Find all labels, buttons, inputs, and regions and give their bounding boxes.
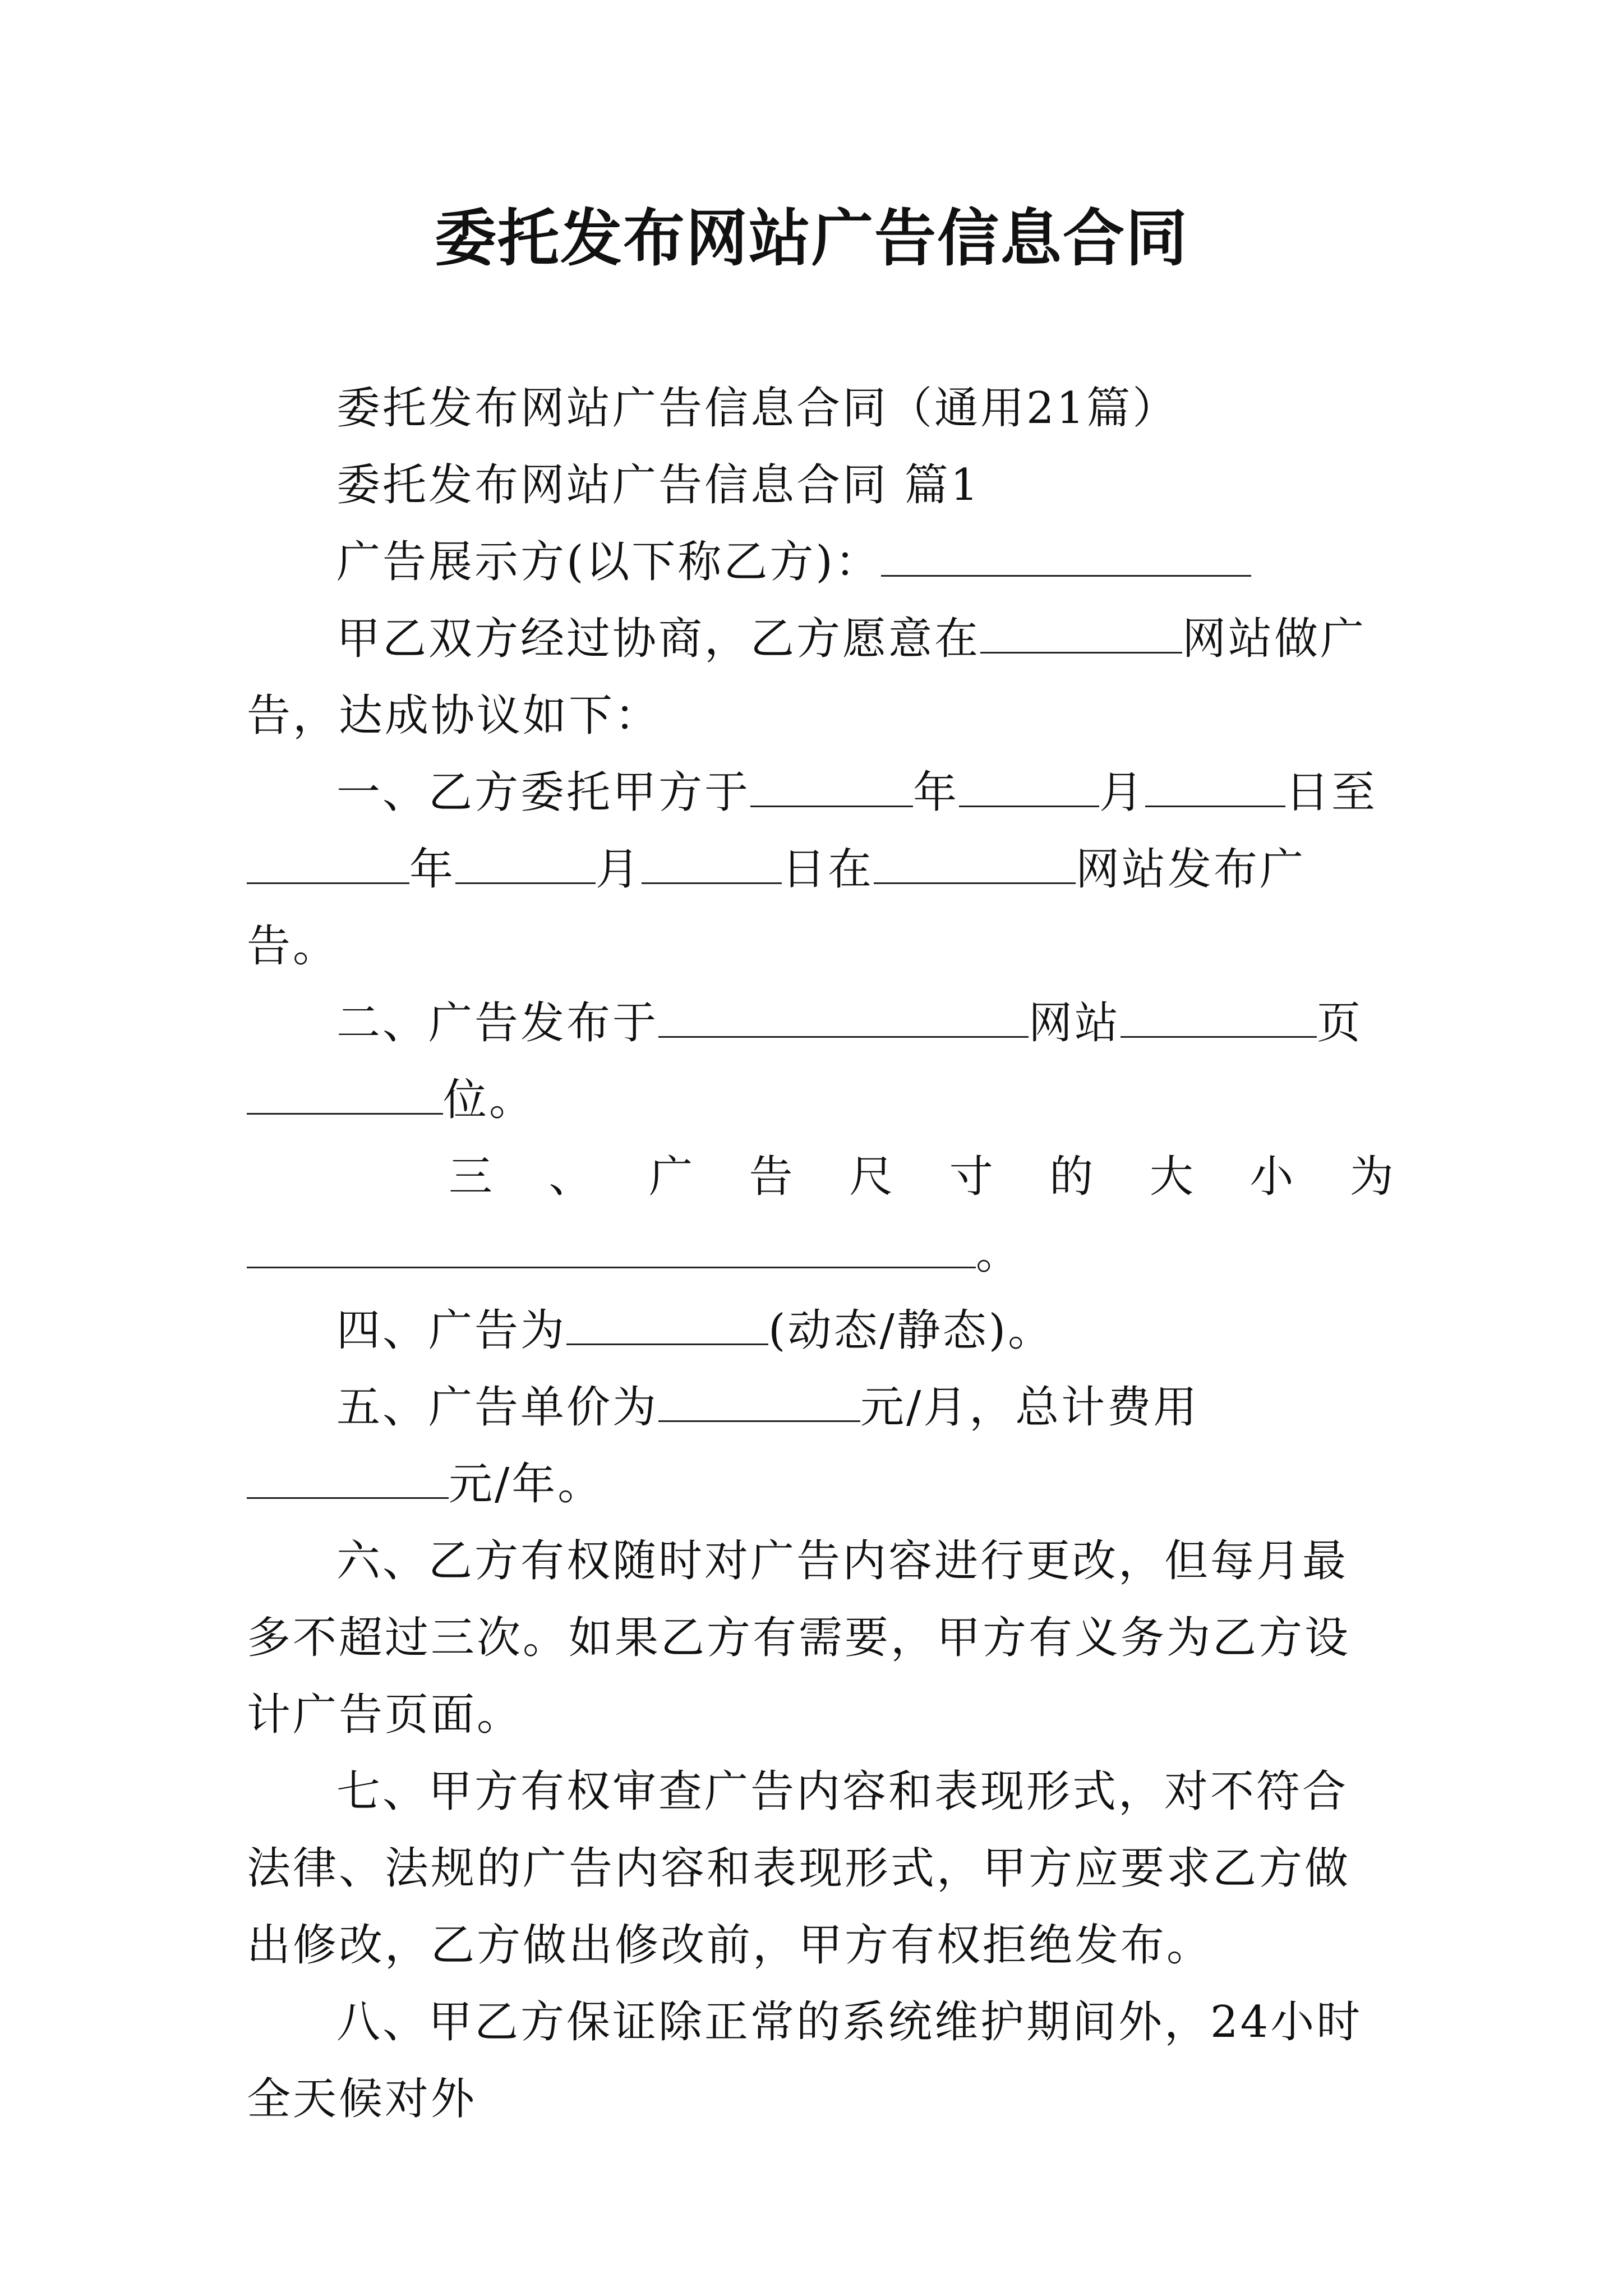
clause-3-char: 的 bbox=[1049, 1152, 1094, 1202]
publish-website-blank[interactable] bbox=[874, 842, 1076, 884]
clause-5-text-c: 元/年。 bbox=[449, 1459, 604, 1510]
clause-1-year-2: 年 bbox=[409, 844, 456, 895]
position-blank[interactable] bbox=[247, 1073, 443, 1115]
clause-1-year: 年 bbox=[913, 767, 960, 818]
website-blank[interactable] bbox=[980, 611, 1182, 654]
clause-1-month-2: 月 bbox=[596, 844, 642, 895]
party-b-blank[interactable] bbox=[881, 535, 1251, 577]
document-title: 委托发布网站广告信息合同 bbox=[435, 203, 1188, 274]
end-month-blank[interactable] bbox=[455, 842, 596, 884]
clause-3-char: 广 bbox=[649, 1152, 693, 1202]
clause-3-blank-line bbox=[247, 1216, 1394, 1292]
clause-4-text-a: 四、广告为 bbox=[336, 1305, 567, 1356]
clause-2-position: 位。 bbox=[443, 1075, 536, 1125]
clause-2 bbox=[247, 985, 1394, 1139]
clause-1-day-at: 日在 bbox=[782, 844, 874, 895]
party-b-label: 广告展示方(以下称乙方)： bbox=[336, 537, 881, 587]
clause-4-text-b: (动态/静态)。 bbox=[768, 1305, 1054, 1356]
section-heading: 委托发布网站广告信息合同 篇1 bbox=[336, 460, 981, 510]
clause-3-char: 为 bbox=[1349, 1152, 1394, 1202]
clause-1-month: 月 bbox=[1099, 767, 1146, 818]
clause-5-text-a: 五、广告单价为 bbox=[336, 1382, 659, 1433]
clause-3-char: 三 bbox=[449, 1152, 493, 1202]
clause-3-char: 寸 bbox=[949, 1152, 993, 1202]
clause-5-text-b: 元/月，总计费用 bbox=[860, 1382, 1200, 1433]
site-name-blank[interactable] bbox=[658, 996, 1029, 1038]
clause-3-char: 告 bbox=[749, 1152, 793, 1202]
clause-3-spread bbox=[247, 1139, 1394, 1216]
clause-8: 八、甲乙方保证除正常的系统维护期间外，24小时全天候对外 bbox=[247, 1997, 1363, 2124]
total-cost-blank[interactable] bbox=[247, 1457, 449, 1499]
unit-price-blank[interactable] bbox=[658, 1380, 860, 1422]
end-day-blank[interactable] bbox=[642, 842, 782, 884]
clause-3-char: 尺 bbox=[849, 1152, 893, 1202]
clause-4 bbox=[247, 1292, 1394, 1369]
clause-2-site: 网站 bbox=[1029, 998, 1121, 1048]
clause-1-day-to: 日至 bbox=[1285, 767, 1378, 818]
subtitle-line: 委托发布网站广告信息合同（通用21篇） bbox=[336, 383, 1179, 434]
clause-1-text-end: 网站发布广告。 bbox=[247, 844, 1306, 972]
intro-text-a: 甲乙双方经过协商，乙方愿意在 bbox=[336, 614, 981, 664]
party-b-line bbox=[247, 524, 1394, 601]
page-blank[interactable] bbox=[1121, 996, 1317, 1038]
intro-paragraph bbox=[247, 601, 1394, 754]
clause-5 bbox=[247, 1369, 1394, 1523]
clause-6: 六、乙方有权随时对广告内容进行更改，但每月最多不超过三次。如果乙方有需要，甲方有义务为乙方设计广告页面。 bbox=[247, 1536, 1351, 1740]
document-body bbox=[247, 370, 1394, 2138]
start-year-blank[interactable] bbox=[750, 765, 913, 807]
clause-2-page: 页 bbox=[1317, 998, 1363, 1048]
start-day-blank[interactable] bbox=[1145, 765, 1285, 807]
clause-1-text-a: 一、乙方委托甲方于 bbox=[336, 767, 751, 818]
clause-3-char: 、 bbox=[548, 1152, 593, 1202]
clause-3-char: 大 bbox=[1149, 1152, 1193, 1202]
clause-3-char: 小 bbox=[1249, 1152, 1294, 1202]
ad-type-blank[interactable] bbox=[566, 1303, 768, 1345]
clause-3-end: 。 bbox=[976, 1228, 1022, 1279]
clause-7: 七、甲方有权审查广告内容和表现形式，对不符合法律、法规的广告内容和表现形式，甲方应要求乙方做出修改，乙方做出修改前，甲方有权拒绝发布。 bbox=[247, 1766, 1351, 1971]
ad-size-blank[interactable] bbox=[247, 1226, 976, 1268]
start-month-blank[interactable] bbox=[959, 765, 1099, 807]
clause-1 bbox=[247, 754, 1394, 985]
end-year-blank[interactable] bbox=[247, 842, 409, 884]
clause-2-text-a: 二、广告发布于 bbox=[336, 998, 659, 1048]
intro-text-b: 网站做广告，达成协议如下： bbox=[247, 614, 1367, 741]
